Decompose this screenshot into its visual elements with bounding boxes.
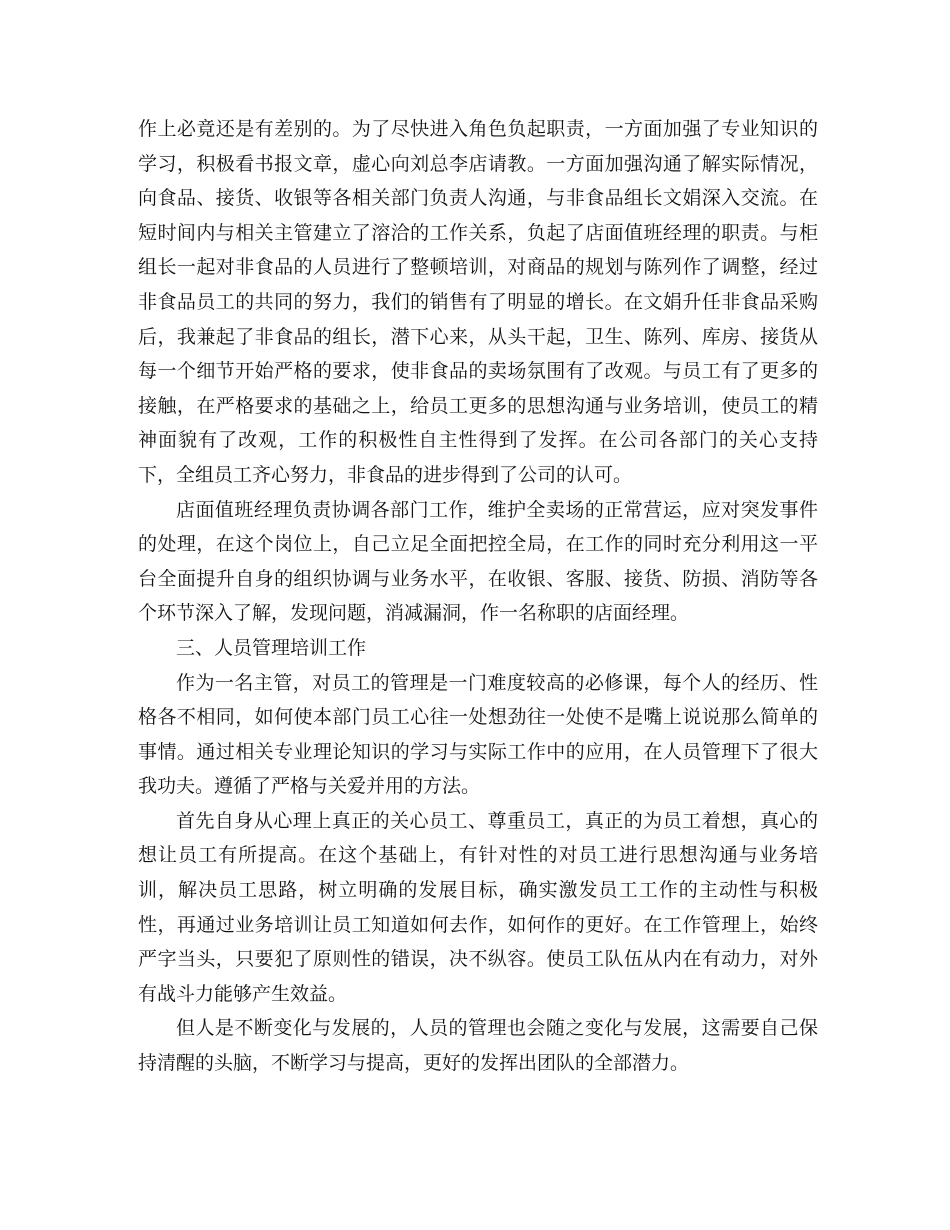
paragraph-5: 但人是不断变化与发展的，人员的管理也会随之变化与发展，这需要自己保持清醒的头脑，不断学习与提高，更好的发挥出团队的全部潜力。 [138, 1017, 818, 1075]
paragraph-4: 首先自身从心理上真正的关心员工、尊重员工，真正的为员工着想，真心的想让员工有所提高。在这个基础上，有针对性的对员工进行思想沟通与业务培训，解决员工思路，树立明确的发展目标，确实激发员工工作的主动性与积极性，再通过业务培训让员工知道如何去作，如何作的更好。在工作管理上，始终严字当头，只要犯了原则性的错误，决不纵容。使员工队伍从内在有动力，对外有战斗力能够产生效益。 [138, 809, 818, 1005]
section-heading: 三、人员管理培训工作 [176, 636, 367, 659]
paragraph-1: 作上必竟还是有差别的。为了尽快进入角色负起职责，一方面加强了专业知识的学习，积极看书报文章，虚心向刘总李店请教。一方面加强沟通了解实际情况，向食品、接货、收银等各相关部门负责人沟通，与非食品组长文娟深入交流。在短时间内与相关主管建立了溶洽的工作关系，负起了店面值班经理的职责。与柜组长一起对非食品的人员进行了整顿培训，对商品的规划与陈列作了调整，经过非食品员工的共同的努力，我们的销售有了明显的增长。在文娟升任非食品采购后，我兼起了非食品的组长，潜下心来，从头干起，卫生、陈列、库房、接货从每一个细节开始严格的要求，使非食品的卖场氛围有了改观。与员工有了更多的接触，在严格要求的基础之上，给员工更多的思想沟通与业务培训，使员工的精神面貌有了改观，工作的积极性自主性得到了发挥。在公司各部门的关心支持下，全组员工齐心努力，非食品的进步得到了公司的认可。 [138, 118, 818, 486]
paragraph-2: 店面值班经理负责协调各部门工作，维护全卖场的正常营运，应对突发事件的处理，在这个岗位上，自己立足全面把控全局，在工作的同时充分利用这一平台全面提升自身的组织协调与业务水平，在收银、客服、接货、防损、消防等各个环节深入了解，发现问题，消减漏洞，作一名称职的店面经理。 [138, 498, 818, 625]
paragraph-3: 作为一名主管，对员工的管理是一门难度较高的必修课，每个人的经历、性格各不相同，如何使本部门员工心往一处想劲往一处使不是嘴上说说那么简单的事情。通过相关专业理论知识的学习与实际工作中的应用，在人员管理下了很大我功夫。遵循了严格与关爱并用的方法。 [138, 671, 818, 798]
document-body [138, 112, 818, 1081]
